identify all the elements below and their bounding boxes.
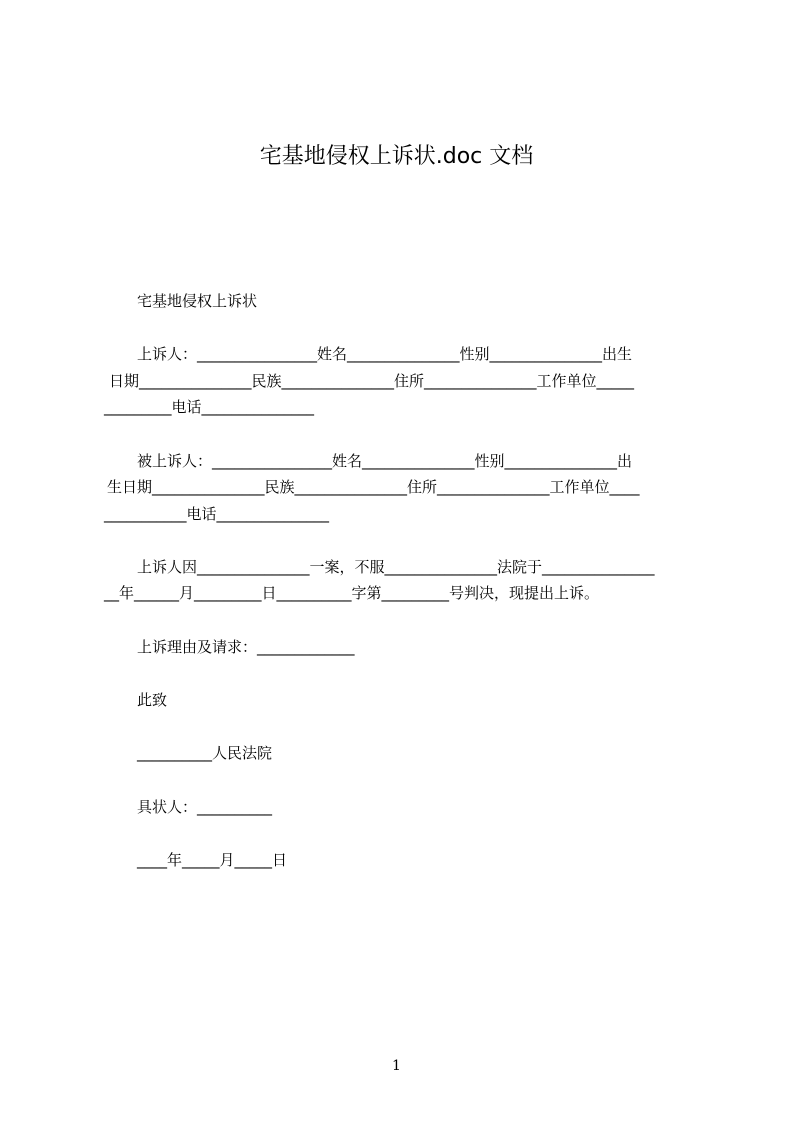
document-heading: 宅基地侵权上诉状 (137, 292, 258, 310)
appellant-line-2: 日期_______________民族_______________住所_______________工作单位_____ (109, 372, 635, 390)
appellant-line-1: 上诉人：________________姓名_______________性别_______________出生 (137, 345, 633, 363)
date-line: ____年_____月_____日 (137, 851, 288, 869)
appellee-line-2: 生日期_______________民族_______________住所_______________工作单位____ (107, 478, 640, 496)
salutation-line: 此致 (137, 691, 168, 709)
court-line: __________人民法院 (137, 744, 273, 762)
appellee-line-1: 被上诉人：________________姓名_______________性别_______________出 (137, 452, 633, 470)
case-line-2: __年______月_________日__________字第_________号判决，现提出上诉。 (104, 584, 600, 602)
appellant-line-3: _________电话_______________ (104, 398, 315, 416)
signer-line: 具状人：__________ (137, 798, 273, 816)
page-number: 1 (392, 1058, 401, 1074)
grounds-line: 上诉理由及请求：_____________ (137, 638, 355, 656)
case-line-1: 上诉人因_______________一案，不服_______________法院于_______________ (137, 558, 655, 576)
appellee-line-3: ___________电话_______________ (104, 505, 330, 523)
document-title: 宅基地侵权上诉状.doc 文档 (259, 144, 534, 169)
